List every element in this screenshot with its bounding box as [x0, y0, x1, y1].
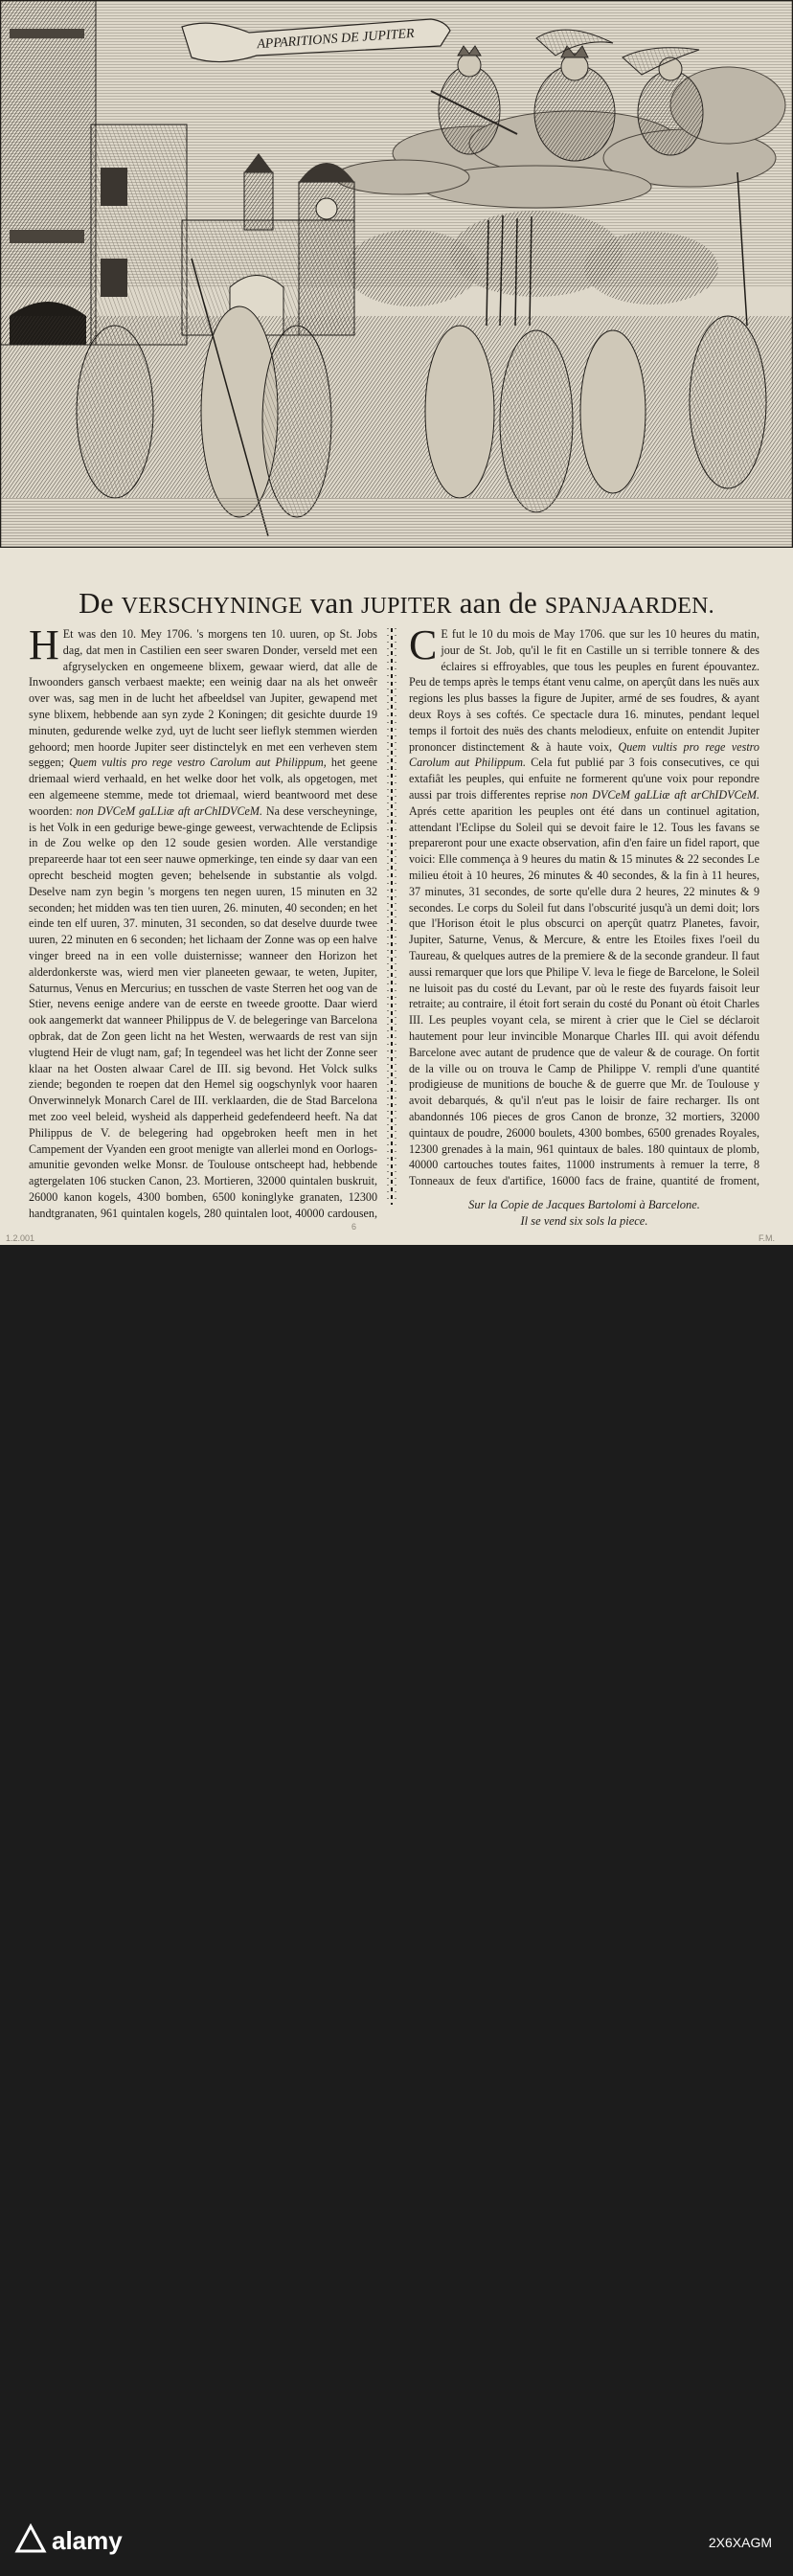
ornamental-divider	[385, 628, 398, 1205]
imprint	[409, 1197, 759, 1230]
dutch-answer: non DVCeM gaLLiæ aft arChIDVCeM.	[76, 803, 262, 818]
french-quote: Quem vultis pro rege vestro Carolum aut Philippum.	[409, 739, 759, 770]
image-id: 2X6XAGM	[708, 2535, 772, 2550]
print-sheet	[0, 0, 793, 1245]
banner-text: APPARITIONS DE JUPITER	[256, 26, 416, 53]
french-paragraph-2: Cela fut publié par 3 fois consecutives, ce qui extafiât les peuples, qui enfuite ne formerent qu'une voix pour repondre aussi par trois differentes reprise	[409, 756, 759, 802]
dutch-paragraph-1: Et was den 10. Mey 1706. 's morgens ten 10. uuren, op St. Jobs dag, dat men in Castilien een seer swaren Donder, verseld met een afgryselycken en ongemeene blixem, gewaar wierd, dat alle de Inwoonders gansch verbaest maekte; een weinig daar na als het onweêr over was, sag men in de lucht het afbeeldsel van Jupiter, gewapend met syne blixem, hebbende aan syn zyde 2 Koningen; dit gesichte duurde 19 minuten, gedurende welke zyd, uyt de lucht seer lieflyk stemmen wierden gehoord; men hoorde Jupiter seer distinctelyk en met een verheven stem seggen;	[29, 627, 377, 770]
french-text-column	[409, 626, 759, 1187]
margin-note-center: 6	[351, 1222, 357, 1232]
engraving-illustration	[0, 0, 793, 548]
french-paragraph-1: E fut le 10 du mois de May 1706. que sur les 10 heures du matin, jour de St. Job, qu'il le fit en Castille un si terrible tonnere & des éclaires si effroyables, que tous les peuples en furent épouvantez. Peu de temps après le temps étant venu calme, on aperçût dans les nuës aux regions les plus basses la figure de Jupiter, armé de ses foudres, & ayant deux Roys à ses coftés. Ce spectacle dura 16. minutes, pendant lequel temps il fortoit des nuës des chants melodieux, enfuite on entendit Jupiter prononcer distinctement & à haute voix,	[409, 627, 759, 754]
alamy-logo-icon	[17, 2526, 123, 2555]
french-paragraph-3: Aprés cette aparition les peuples ont été dans un continuel agitation, attendant l'Eclipse du Soleil qui se devoit faire le 12. Tous les favans se prepareront pour une exacte observation, afin d'en faire un fidel raport, que voici: Elle commença à 9 heures du matin & 15 minutes & 22 secondes Le milieu étoit à 10 heures, 26 minutes & 40 secondes, & la fin à 11 heures, 37 minutes, 31 secondes, de sorte qu'elle dura 2 heures, 22 minutes & 9 secondes. Le corps du Soleil fut dans l'obscurité jusqu'à un demi doit; lors que l'Horison étoit le plus obscurci on aperçût quatrz Planetes, favoir, Jupiter, Saturne, Venus, & Mercure, & entre les Etoiles fixes l'oeil du Taureau, & quelques autres de la premiere & de la seconde grandeur. Il faut aussi remarquer que lors que Philipe V. leva le fiege de Barcelone, le Soleil ne luisoit pas du costé du Levant, par où le reste des fuyards faisoit leur retraite; au contraire, il étoit fort serain du costé du Ponant où étoit Charles III. Les peuples voyant cela, se mirent à crier que le Ciel se déclaroit hautement pour leur invincible Monarque Charles III. qui avoit défendu Barcelone avec autant de prudence que de valeur & de courage. On fortit de la ville ou on trouva le Camp de Philippe V. rempli d'une quantité prodigieuse de munitions de bouche & de guerre que Mr. de Toulouse y avoit debarqués, & qu'il n'eut pas le loisir de faire recharger. Ils ont abandonnés 106 pieces de gros Canon de bronze, 32 mortiers, 32000 quintaux de poudre, 26000 boulets, 4300 bombes, 6500 grenades Royales, 12300 grenades à la main, 961 quintaux de bales. 180 quintaux de plomb, 40000 cartouches toutes faites, 11000 instruments à remuer la terre, 8 Tonneaux de feux d'artifice, 16000 facs de fraine, quantité de froment,	[409, 803, 759, 1187]
margin-note-right: F.M.	[759, 1233, 775, 1243]
french-dropcap: C	[409, 626, 438, 668]
imprint-line-2: Il se vend six sols la piece.	[520, 1214, 648, 1228]
dutch-quote: Quem vultis pro rege vestro Carolum aut Philippum,	[69, 756, 327, 770]
building-left	[0, 0, 96, 345]
dutch-text-column	[29, 626, 377, 1220]
french-answer: non DVCeM gaLLiæ aft arChIDVCeM.	[570, 787, 759, 802]
watermark-strip	[0, 1245, 793, 2555]
imprint-line-1: Sur la Copie de Jacques Bartolomi à Barcelone.	[468, 1198, 700, 1211]
dutch-paragraph-2: het geene driemaal wierd verhaald, en het welke door het volk, als opgetogen, met een algemeene stemme, mede tot driemaal, wierd beantwoord met dese woorden:	[29, 756, 377, 818]
dutch-paragraph-3: Na dese verscheyninge, is het Volk in een gedurige bewe-ginge geweest, verwachtende de Eclipsis in de Zou welke op den 12 soude gesien worden. Alle verstandige prepareerde haar tot een seer nauwe opmerkinge, ten einde sy daar van een oprecht bescheid mogten geven; behelsende in substantie als volgd. Deselve nam zyn begin 's morgens ten negen uuren, 15 minuten en 32 seconden; het midden was ten tien uuren, 26. minuten, 40 seconden; en het einde ten elf uuren, 37. minuten, 31 seconden, so dat deselve duurde twee uuren, 22 minuten en 6 seconden; het lichaam der Zonne was op een halve vinger breed na in een volle duisternisse; wanneer den Horizon het alderdonkerste was, wierd men vier planeeten gewaar, te weten, Jupiter, Saturnus, Venus en Mercurius; en tusschen de vaste Sterren het oog van de Stier, nevens eenige andere van de eerste en tweede grootte. Daar wierd ook aangemerkt dat wanneer Philippus de V. de belegeringe van Barcelona opbrak, dat de Zon geen licht na het Westen, werwaards de rest van sijn vlugtend Heir de vlugt nam, gaf; In tegendeel was het licht der Zonne seer klaar na het Oosten alwaar Carel de III. sig bevond. Het Volck sulks ziende; begonden te roepen dat den Hemel sig oogschynlyk voor haaren Onverwinnelyk Monarch Carel de III. verklaarden, die de Stad Barcelona met zoo veel beleid, wysheid als dapperheid gedefendeerd heeft. Na dat Philippus de V. de belegering had opgebroken heeft men in het Campement der Vyanden een groot menigte van allerlei mond en Oorlogs-amunitie gevonden welke Monsr. de Toulouse ontscheept had, hebbende agtergelaten 106 stucken Canon, 23. Mortieren, 32000 quintalen buskruit, 26000 kanon kogels, 4300 bomben, 6500 koninglyke granaten, 12300 handtgranaten, 961 quintalen kogels, 280 quintalen loot, 40000 cardousen,	[29, 803, 377, 1220]
margin-note-left: 1.2.001	[6, 1233, 35, 1243]
page-title: De VERSCHYNINGE van JUPITER aan de SPANJAARDEN.	[79, 586, 714, 620]
dutch-dropcap: H	[29, 626, 59, 668]
svg-text:alamy: alamy	[52, 2526, 123, 2555]
watermark-graphic	[0, 2490, 793, 2576]
